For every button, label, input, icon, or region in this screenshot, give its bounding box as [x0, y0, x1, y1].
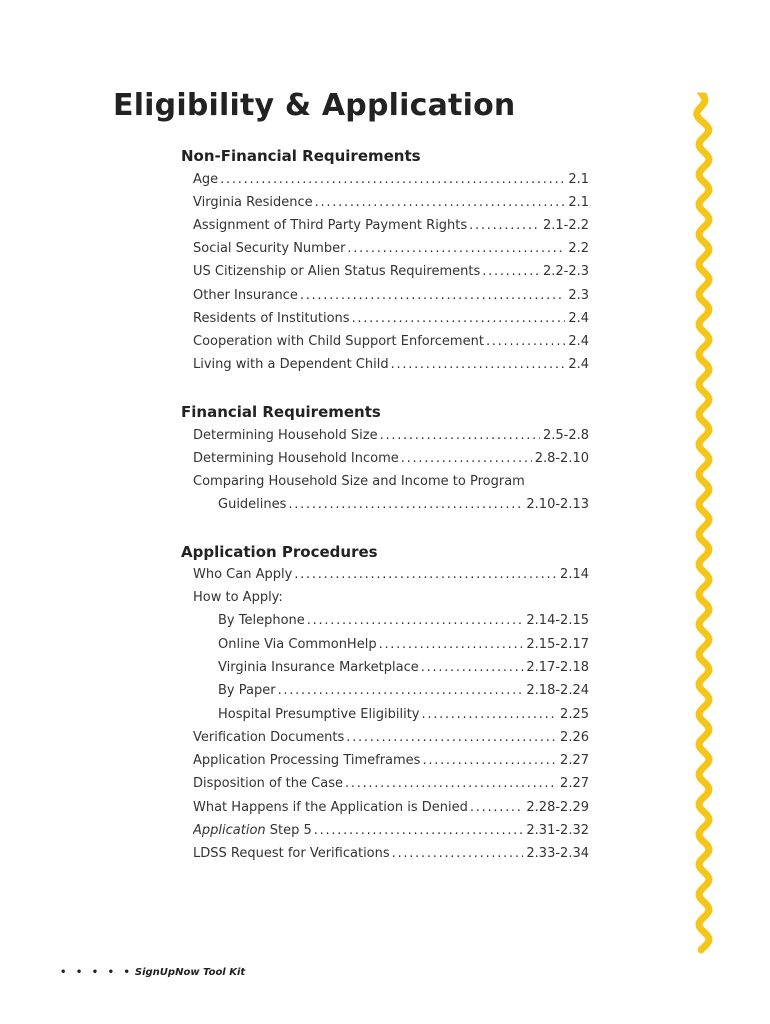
dot-leader [314, 821, 524, 841]
toc-entry[interactable] [193, 170, 589, 190]
toc-entry[interactable] [193, 309, 589, 329]
toc-entry-pages: 2.25 [560, 707, 589, 722]
dot-leader [421, 658, 524, 678]
toc-entry-label: Application Processing Timeframes [193, 753, 421, 768]
toc-entry[interactable] [193, 588, 589, 608]
toc-entry-label: By Paper [218, 683, 276, 698]
dot-leader [315, 193, 566, 213]
toc-entry-label: Assignment of Third Party Payment Rights [193, 218, 468, 233]
dot-leader [422, 751, 557, 771]
toc-entry-label: Hospital Presumptive Eligibility [218, 707, 420, 722]
toc-entry[interactable] [193, 728, 589, 748]
page-title: Eligibility & Application [113, 88, 516, 123]
toc-entry-pages: 2.8-2.10 [534, 451, 589, 466]
toc-entry-label: Living with a Dependent Child [193, 357, 389, 372]
toc-entry-label: Other Insurance [193, 288, 298, 303]
toc-entry-label: Determining Household Income [193, 451, 399, 466]
section-heading: Financial Requirements [181, 403, 381, 421]
toc-entry-label: Who Can Apply [193, 567, 293, 582]
toc-entry[interactable] [193, 355, 589, 375]
toc-entry[interactable] [193, 193, 589, 213]
toc-entry[interactable] [218, 635, 589, 655]
toc-entry-label: Social Security Number [193, 241, 346, 256]
toc-entry[interactable] [218, 611, 589, 631]
toc-entry[interactable] [218, 495, 589, 515]
toc-entry-pages: 2.1-2.2 [542, 218, 589, 233]
toc-entry-label-suffix: Step 5 [265, 823, 312, 838]
toc-entry-pages: 2.5-2.8 [542, 428, 589, 443]
toc-entry-pages: 2.14 [560, 567, 589, 582]
toc-entry[interactable] [193, 239, 589, 259]
toc-entry[interactable] [193, 216, 589, 236]
dot-leader [482, 262, 540, 282]
dot-leader [401, 449, 532, 469]
toc-entry-label [193, 821, 314, 841]
toc-entry-label: Verification Documents [193, 730, 345, 745]
toc-entry-pages: 2.33-2.34 [526, 846, 589, 861]
toc-entry-label: By Telephone [218, 613, 305, 628]
toc-entry-pages: 2.1 [568, 195, 589, 210]
dot-leader [486, 332, 565, 352]
toc-entry-pages: 2.1 [568, 172, 589, 187]
toc-entry-pages: 2.15-2.17 [526, 637, 589, 652]
toc-entry[interactable] [193, 751, 589, 771]
toc-entry-label: What Happens if the Application is Denied [193, 800, 468, 815]
toc-entry-label: Guidelines [218, 497, 287, 512]
toc-entry-pages: 2.14-2.15 [526, 613, 589, 628]
dot-leader [278, 681, 524, 701]
dot-leader [345, 774, 557, 794]
toc-entry[interactable] [193, 774, 589, 794]
toc-entry[interactable] [193, 426, 589, 446]
dot-leader [391, 355, 566, 375]
toc-entry-label: Age [193, 172, 219, 187]
toc-entry-label: Online Via CommonHelp [218, 637, 377, 652]
toc-entry[interactable] [218, 658, 589, 678]
section-heading: Application Procedures [181, 543, 378, 561]
toc-entry[interactable] [193, 844, 589, 864]
footer [60, 965, 245, 981]
footer-dots: • • • • • [60, 967, 133, 978]
toc-entry-pages: 2.17-2.18 [526, 660, 589, 675]
dot-leader [352, 309, 566, 329]
toc-entry-pages: 2.3 [568, 288, 589, 303]
toc-entry-pages: 2.28-2.29 [526, 800, 589, 815]
toc-entry[interactable] [193, 821, 589, 841]
dot-leader [346, 728, 557, 748]
toc-entry-label-italic: Application [193, 823, 266, 838]
toc-entry-pages: 2.27 [560, 753, 589, 768]
toc-entry[interactable] [218, 705, 589, 725]
toc-entry-label: US Citizenship or Alien Status Requirements [193, 264, 481, 279]
toc-entry-pages: 2.2 [568, 241, 589, 256]
toc-entry-label: Comparing Household Size and Income to Program [193, 474, 525, 489]
toc-entry[interactable] [193, 332, 589, 352]
toc-entry[interactable] [193, 286, 589, 306]
footer-title: SignUpNow Tool Kit [134, 967, 246, 978]
dot-leader [470, 798, 524, 818]
dot-leader [220, 170, 565, 190]
toc-entry-label: Disposition of the Case [193, 776, 343, 791]
dot-leader [379, 635, 524, 655]
toc-entry[interactable] [193, 565, 589, 585]
toc-entry-label: Cooperation with Child Support Enforcement [193, 334, 484, 349]
toc-entry-pages: 2.26 [560, 730, 589, 745]
toc-entry[interactable] [193, 262, 589, 282]
toc-entry-pages: 2.2-2.3 [542, 264, 589, 279]
dot-leader [380, 426, 540, 446]
toc-entry-label: Residents of Institutions [193, 311, 350, 326]
toc-entry[interactable] [193, 472, 589, 492]
dot-leader [288, 495, 523, 515]
toc-entry-label: LDSS Request for Verifications [193, 846, 390, 861]
yellow-squiggle-decoration [684, 92, 724, 954]
dot-leader [347, 239, 565, 259]
toc-entry[interactable] [193, 798, 589, 818]
toc-entry[interactable] [218, 681, 589, 701]
dot-leader [469, 216, 540, 236]
dot-leader [300, 286, 565, 306]
toc-entry-label: Virginia Insurance Marketplace [218, 660, 419, 675]
toc-entry-pages: 2.18-2.24 [526, 683, 589, 698]
toc-entry-label: How to Apply: [193, 590, 283, 605]
toc-entry-pages: 2.31-2.32 [526, 823, 589, 838]
toc-entry-pages: 2.10-2.13 [526, 497, 589, 512]
toc-entry-pages: 2.27 [560, 776, 589, 791]
dot-leader [307, 611, 524, 631]
toc-entry-pages: 2.4 [568, 334, 589, 349]
toc-entry-pages: 2.4 [568, 311, 589, 326]
toc-entry[interactable] [193, 449, 589, 469]
toc-entry-label: Determining Household Size [193, 428, 378, 443]
dot-leader [392, 844, 524, 864]
dot-leader [294, 565, 557, 585]
toc-entry-label: Virginia Residence [193, 195, 313, 210]
dot-leader [421, 705, 557, 725]
section-heading: Non-Financial Requirements [181, 147, 421, 165]
toc-entry-pages: 2.4 [568, 357, 589, 372]
